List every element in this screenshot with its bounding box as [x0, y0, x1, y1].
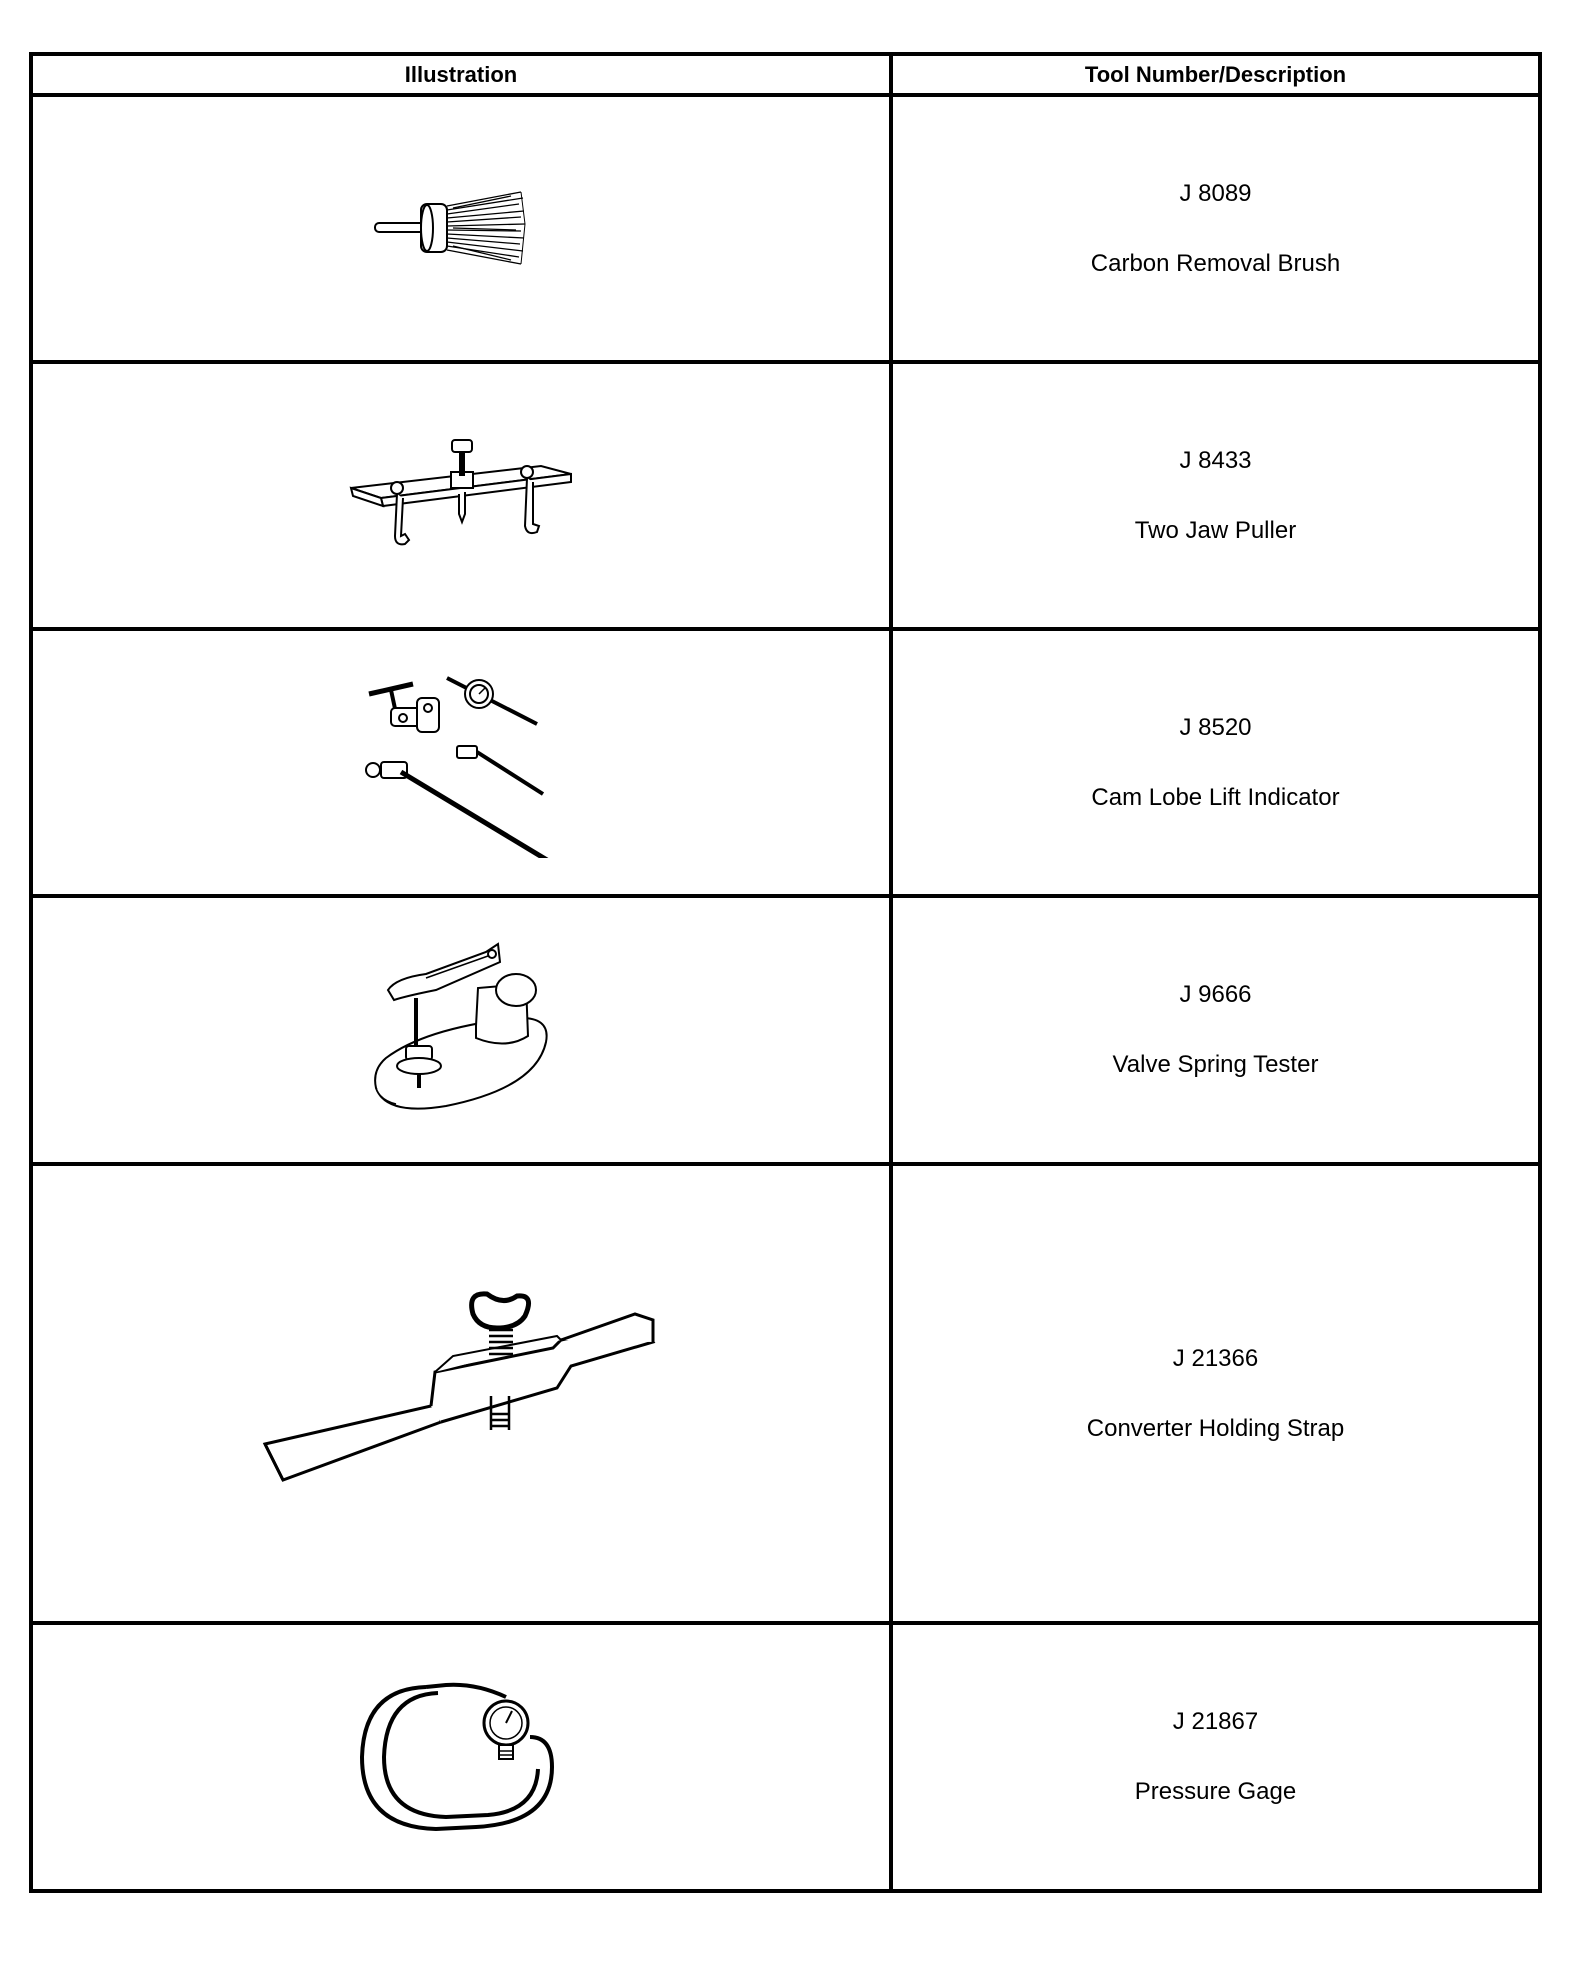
tool-description-cell: [891, 1623, 1540, 1891]
header-row: [31, 54, 1540, 95]
table-row: [31, 95, 1540, 362]
tool-number: J 8089: [1179, 179, 1252, 207]
tool-description: Carbon Removal Brush: [1090, 249, 1341, 277]
two-jaw-puller-icon: [341, 436, 581, 556]
illustration-cell: [31, 362, 891, 629]
special-tools-table: [29, 52, 1542, 1893]
tool-description: Two Jaw Puller: [1134, 516, 1297, 544]
tool-number: J 21366: [1172, 1344, 1259, 1372]
table-row: [31, 1164, 1540, 1623]
tool-description: Cam Lobe Lift Indicator: [1091, 783, 1340, 811]
tool-description: Converter Holding Strap: [1086, 1414, 1345, 1442]
tool-description-cell: [891, 629, 1540, 896]
illustration-cell: [31, 1164, 891, 1623]
illustration-header: Illustration: [31, 54, 891, 95]
tool-number: J 8520: [1179, 713, 1252, 741]
tool-number: J 21867: [1172, 1708, 1259, 1735]
tool-description: Pressure Gage: [1134, 1778, 1297, 1805]
tool-header: Tool Number/Description: [891, 54, 1540, 95]
tool-description-cell: [891, 1164, 1540, 1623]
table-row: [31, 896, 1540, 1164]
pressure-gage-icon: [356, 1677, 566, 1837]
tool-number: J 9666: [1179, 981, 1252, 1008]
table-row: [31, 362, 1540, 629]
table-row: [31, 1623, 1540, 1891]
illustration-cell: [31, 95, 891, 362]
valve-spring-tester-icon: [366, 938, 556, 1123]
cam-lobe-lift-indicator-icon: [361, 668, 561, 858]
tool-description: Valve Spring Tester: [1112, 1051, 1319, 1078]
table-row: [31, 629, 1540, 896]
illustration-cell: [31, 1623, 891, 1891]
carbon-removal-brush-icon: [361, 184, 561, 274]
tool-number: J 8433: [1179, 446, 1252, 474]
tool-description-cell: [891, 896, 1540, 1164]
illustration-cell: [31, 629, 891, 896]
tool-description-cell: [891, 95, 1540, 362]
converter-holding-strap-icon: [261, 1284, 661, 1504]
tool-description-cell: [891, 362, 1540, 629]
illustration-cell: [31, 896, 891, 1164]
